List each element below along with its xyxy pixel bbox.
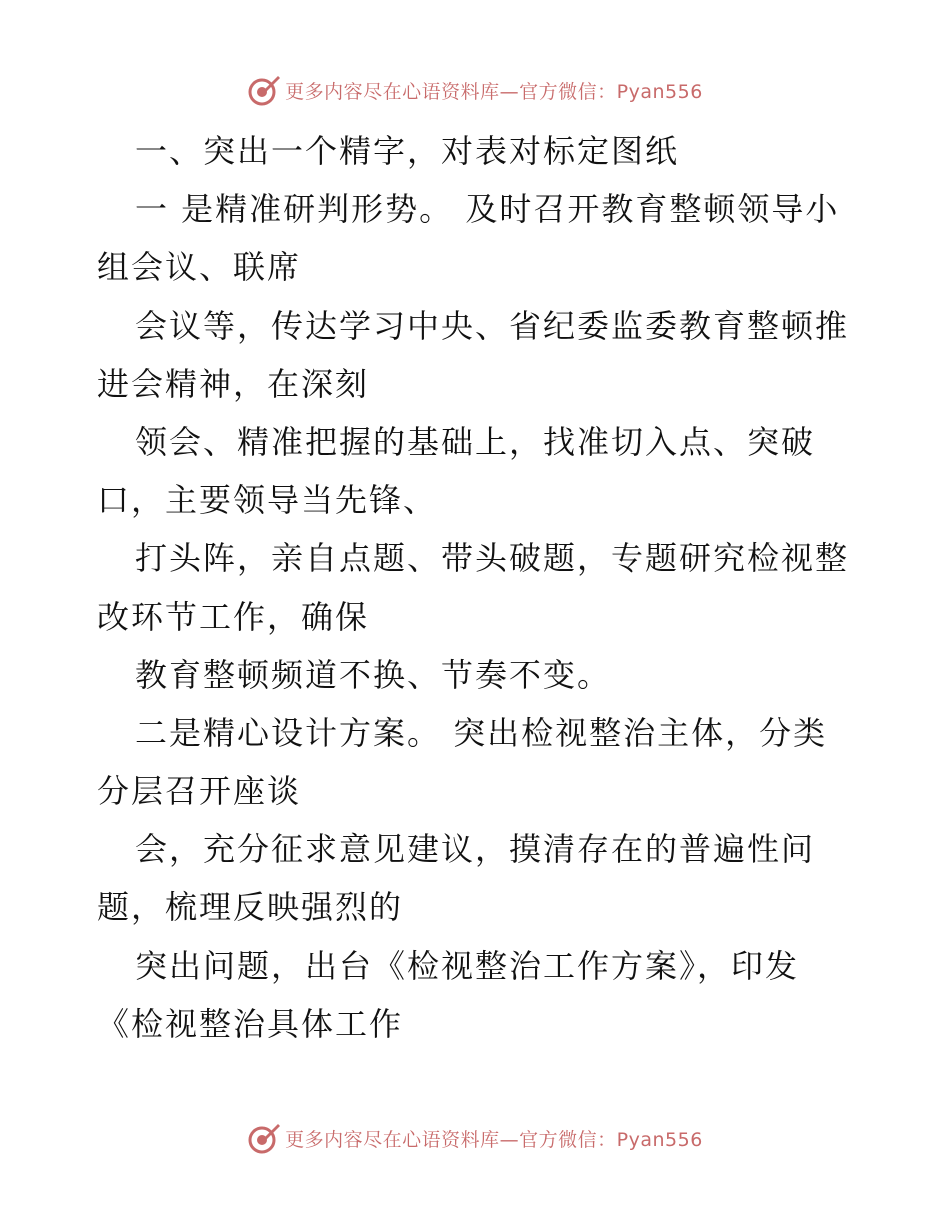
paragraph-line: 口，主要领导当先锋、 xyxy=(97,481,438,520)
header-watermark xyxy=(0,70,950,110)
paragraph-line: 《检视整治具体工作 xyxy=(97,1004,404,1043)
paragraph-line: 组会议、联席 xyxy=(97,248,302,287)
pen-logo-icon xyxy=(247,73,281,107)
paragraph-line: 分层召开座谈 xyxy=(97,772,302,811)
paragraph-line: 题，梳理反映强烈的 xyxy=(97,888,404,927)
paragraph-line: 打头阵，亲自点题、带头破题，专题研究检视整 xyxy=(135,539,850,578)
footer-watermark xyxy=(0,1118,950,1158)
paragraph-line: 改环节工作，确保 xyxy=(97,597,370,636)
document-body xyxy=(97,122,857,1053)
paragraph-line: 领会、精准把握的基础上，找准切入点、突破 xyxy=(135,422,816,461)
paragraph-line: 教育整顿频道不换、节奏不变。 xyxy=(135,655,612,694)
paragraph-line: 会议等，传达学习中央、省纪委监委教育整顿推 xyxy=(135,306,850,345)
pen-logo-icon xyxy=(247,1121,281,1155)
watermark-text: 更多内容尽在心语资料库—官方微信：Pyan556 xyxy=(285,80,703,103)
paragraph-line: 一 是精准研判形势。 及时召开教育整顿领导小 xyxy=(135,190,840,229)
paragraph-line: 进会精神，在深刻 xyxy=(97,364,370,403)
section-heading: 一、突出一个精字，对表对标定图纸 xyxy=(135,132,680,170)
watermark-text: 更多内容尽在心语资料库—官方微信：Pyan556 xyxy=(285,1128,703,1151)
paragraph-line: 会，充分征求意见建议，摸清存在的普遍性问 xyxy=(135,830,816,869)
paragraph-line: 二是精心设计方案。 突出检视整治主体，分类 xyxy=(135,713,828,752)
paragraph-line: 突出问题，出台《检视整治工作方案》，印发 xyxy=(135,946,800,985)
